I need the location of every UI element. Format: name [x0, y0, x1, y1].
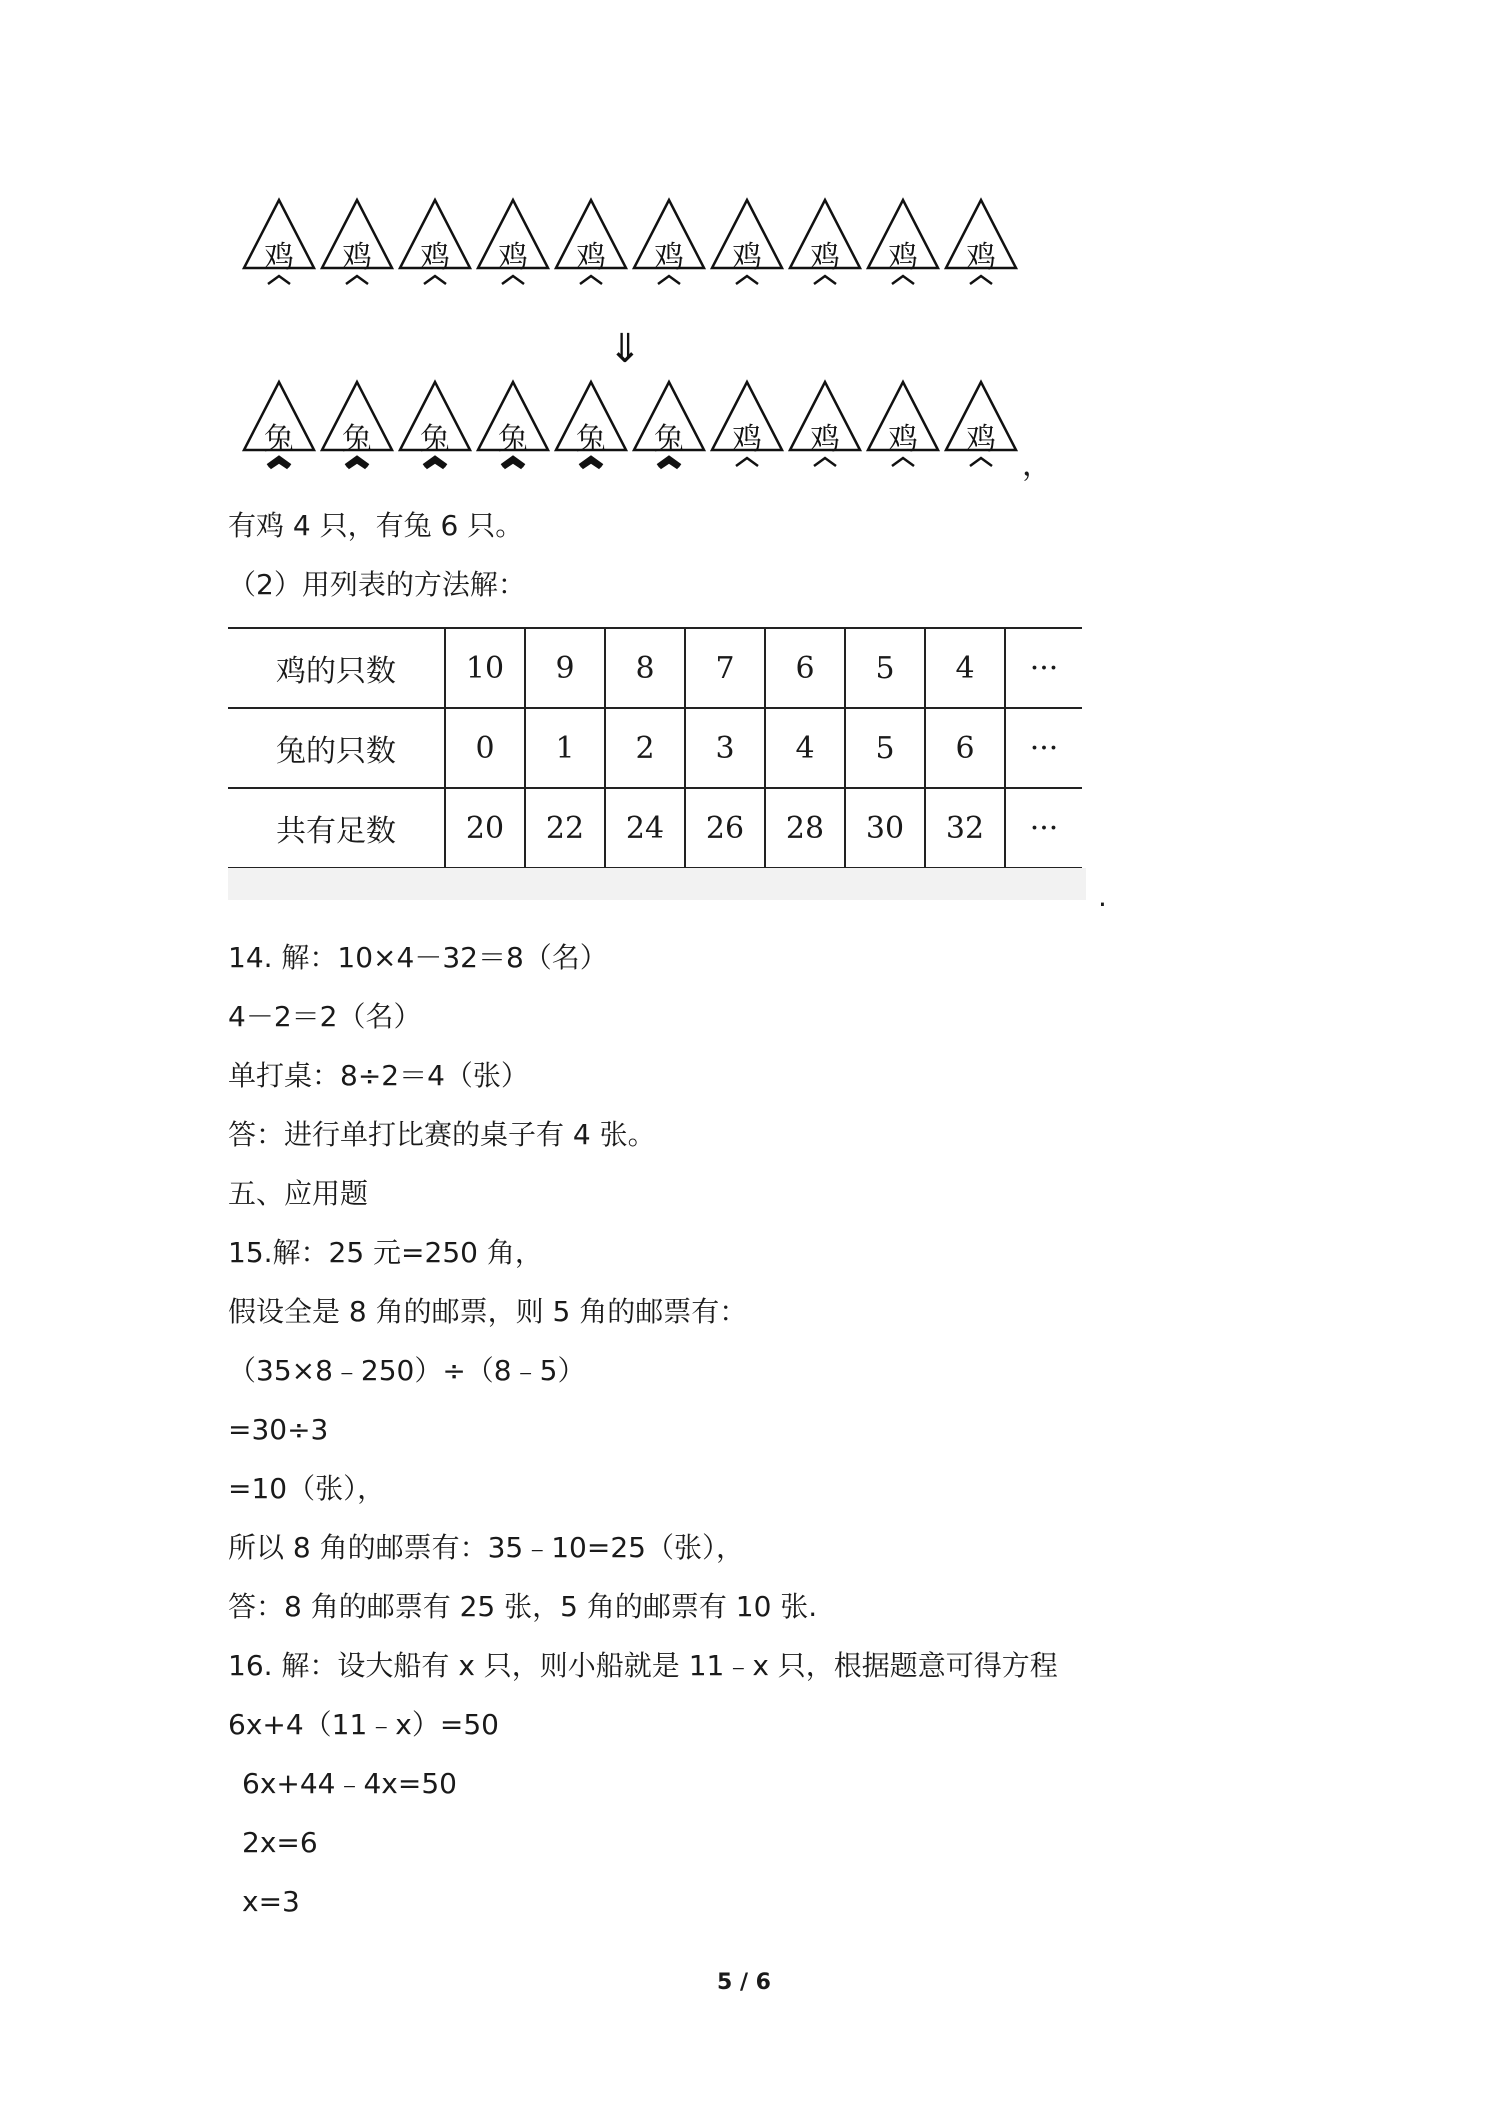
table-cell: 4	[765, 708, 845, 788]
chicken-figure	[474, 196, 552, 292]
table-cell: 6	[765, 628, 845, 708]
chicken-figure	[708, 378, 786, 474]
table-cell: 1	[525, 708, 605, 788]
ellipsis-cell: ···	[1005, 628, 1082, 708]
table-row	[228, 708, 1082, 788]
page-number: 5 / 6	[717, 1970, 771, 1995]
rabbit-figure	[240, 378, 318, 474]
figure-label: 鸡	[888, 240, 918, 275]
chicken-figure	[552, 196, 630, 292]
chicken-figure	[786, 196, 864, 292]
figure-label: 鸡	[732, 240, 762, 275]
answer-line: 有鸡 4 只，有兔 6 只。	[228, 509, 524, 542]
table-cell: 28	[765, 788, 845, 868]
problem-14-line: 14. 解：10×4－32＝8（名）	[228, 941, 608, 974]
solution-line: 假设全是 8 角的邮票，则 5 角的邮票有：	[228, 1295, 748, 1328]
figure-label: 鸡	[966, 422, 996, 457]
table-cell: 24	[605, 788, 685, 868]
chicken-figure	[942, 378, 1020, 474]
chicken-figure	[864, 378, 942, 474]
figure-label: 兔	[342, 422, 372, 457]
figure-label: 鸡	[654, 240, 684, 275]
rabbit-figure	[630, 378, 708, 474]
figure-label: 鸡	[420, 240, 450, 275]
table-cell: 5	[845, 708, 925, 788]
table-cell: 4	[925, 628, 1005, 708]
chicken-figure-row	[240, 196, 1020, 292]
chicken-figure	[708, 196, 786, 292]
row-label: 共有足数	[228, 788, 445, 868]
solution-line: =30÷3	[228, 1413, 329, 1446]
figure-label: 兔	[420, 422, 450, 457]
equation-line: 2x=6	[242, 1826, 318, 1859]
figure-label: 兔	[264, 422, 294, 457]
table-cell: 7	[685, 628, 765, 708]
chicken-figure	[318, 196, 396, 292]
table-cell: 8	[605, 628, 685, 708]
table-cell: 30	[845, 788, 925, 868]
down-arrow-icon: ⇓	[608, 326, 642, 372]
rabbit-figure	[474, 378, 552, 474]
table-trailing-dot: .	[1098, 880, 1107, 913]
table-row	[228, 788, 1082, 868]
solution-line: 单打桌：8÷2＝4（张）	[228, 1059, 529, 1092]
table-cell: 0	[445, 708, 525, 788]
table-cell: 26	[685, 788, 765, 868]
chicken-figure	[864, 196, 942, 292]
figure-label: 鸡	[576, 240, 606, 275]
table-shadow	[228, 868, 1086, 900]
rabbit-figure	[552, 378, 630, 474]
figure-label: 鸡	[732, 422, 762, 457]
figure-label: 兔	[576, 422, 606, 457]
solution-line: （35×8﹣250）÷（8﹣5）	[228, 1354, 586, 1387]
chicken-figure	[942, 196, 1020, 292]
row-label: 鸡的只数	[228, 628, 445, 708]
table-cell: 3	[685, 708, 765, 788]
table-cell: 20	[445, 788, 525, 868]
figure-label: 鸡	[810, 240, 840, 275]
chicken-figure	[630, 196, 708, 292]
equation-line: 6x+4（11﹣x）=50	[228, 1708, 499, 1741]
figure-label: 兔	[654, 422, 684, 457]
figure-label: 鸡	[342, 240, 372, 275]
table-row	[228, 628, 1082, 708]
chicken-figure	[396, 196, 474, 292]
problem-15-line: 15.解：25 元=250 角，	[228, 1236, 543, 1269]
figure-label: 鸡	[966, 240, 996, 275]
rabbit-figure	[396, 378, 474, 474]
figure-label: 鸡	[264, 240, 294, 275]
table-cell: 10	[445, 628, 525, 708]
table-cell: 2	[605, 708, 685, 788]
row-label: 兔的只数	[228, 708, 445, 788]
table-cell: 9	[525, 628, 605, 708]
figure-label: 鸡	[888, 422, 918, 457]
equation-line: 6x+44﹣4x=50	[242, 1767, 457, 1800]
rabbit-figure	[318, 378, 396, 474]
answer-line: 答：进行单打比赛的桌子有 4 张。	[228, 1118, 656, 1151]
figure-label: 兔	[498, 422, 528, 457]
chicken-figure	[786, 378, 864, 474]
method-heading: （2）用列表的方法解：	[228, 568, 526, 601]
rabbit-figure-row	[240, 378, 1020, 474]
answer-line: 答：8 角的邮票有 25 张，5 角的邮票有 10 张.	[228, 1590, 818, 1623]
equation-line: x=3	[242, 1885, 300, 1918]
problem-16-line: 16. 解：设大船有 x 只，则小船就是 11﹣x 只，根据题意可得方程	[228, 1649, 1058, 1682]
table-cell: 5	[845, 628, 925, 708]
ellipsis-cell: ···	[1005, 788, 1082, 868]
table-cell: 22	[525, 788, 605, 868]
figure-trailing-comma: ，	[1022, 448, 1052, 483]
chicken-figure	[240, 196, 318, 292]
ellipsis-cell: ···	[1005, 708, 1082, 788]
solution-line: 4－2＝2（名）	[228, 1000, 422, 1033]
table-cell: 32	[925, 788, 1005, 868]
figure-label: 鸡	[810, 422, 840, 457]
solution-line: =10（张），	[228, 1472, 386, 1505]
enumeration-table	[228, 627, 1082, 869]
figure-label: 鸡	[498, 240, 528, 275]
table-cell: 6	[925, 708, 1005, 788]
section-heading: 五、应用题	[228, 1177, 369, 1210]
solution-line: 所以 8 角的邮票有：35﹣10=25（张），	[228, 1531, 744, 1564]
